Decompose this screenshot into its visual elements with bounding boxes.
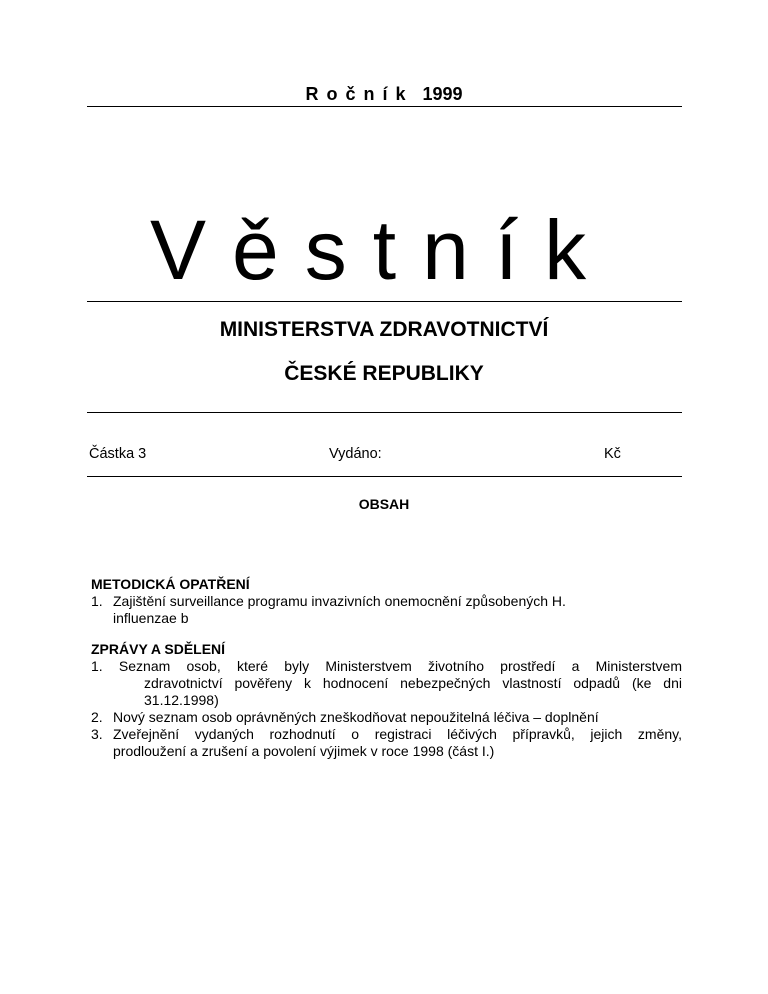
item-text: Nový seznam osob oprávněných zneškodňovat nepoužitelná léčiva – doplnění bbox=[113, 709, 599, 725]
volume-year: 1999 bbox=[422, 84, 463, 104]
section-heading-zpravy: ZPRÁVY A SDĚLENÍ bbox=[91, 641, 226, 657]
item-text: Zajištění surveillance programu invazivních onemocnění způsobených H. bbox=[113, 593, 566, 609]
item-text-continuation: 31.12.1998) bbox=[144, 692, 219, 708]
top-divider bbox=[87, 106, 682, 107]
item-text-continuation: zdravotnictví pověřeny k hodnocení nebezpečných vlastností odpadů (ke dni bbox=[144, 675, 682, 691]
meta-divider bbox=[87, 476, 682, 477]
country-name: ČESKÉ REPUBLIKY bbox=[284, 362, 484, 385]
item-number: 1. bbox=[91, 658, 103, 674]
item-text-continuation: influenzae b bbox=[113, 610, 189, 626]
volume-line bbox=[0, 84, 768, 105]
page-title: Věstník bbox=[150, 203, 613, 297]
item-number: 3. bbox=[91, 726, 103, 742]
price-label: Kč bbox=[604, 446, 621, 462]
item-text: Seznam osob, které byly Ministerstvem životního prostředí a Ministerstvem bbox=[118, 658, 682, 674]
volume-label: Ročník bbox=[305, 84, 414, 104]
list-item bbox=[91, 709, 682, 726]
item-number: 2. bbox=[91, 709, 103, 725]
item-text: Zveřejnění vydaných rozhodnutí o registraci léčivých přípravků, jejich změny, bbox=[113, 726, 682, 742]
issued-date-label: Vydáno: bbox=[329, 446, 382, 462]
contents-heading: OBSAH bbox=[358, 496, 410, 512]
title-divider bbox=[87, 301, 682, 302]
section-heading-metodicka: METODICKÁ OPATŘENÍ bbox=[91, 576, 250, 592]
list-item bbox=[91, 593, 682, 627]
ministry-name: MINISTERSTVA ZDRAVOTNICTVÍ bbox=[219, 318, 549, 341]
issue-number: Částka 3 bbox=[89, 446, 147, 462]
subtitle-divider bbox=[87, 412, 682, 413]
list-item bbox=[91, 658, 682, 709]
item-number: 1. bbox=[91, 593, 103, 609]
item-text-continuation: prodloužení a zrušení a povolení výjimek v roce 1998 (část I.) bbox=[113, 743, 495, 759]
list-item bbox=[91, 726, 682, 760]
